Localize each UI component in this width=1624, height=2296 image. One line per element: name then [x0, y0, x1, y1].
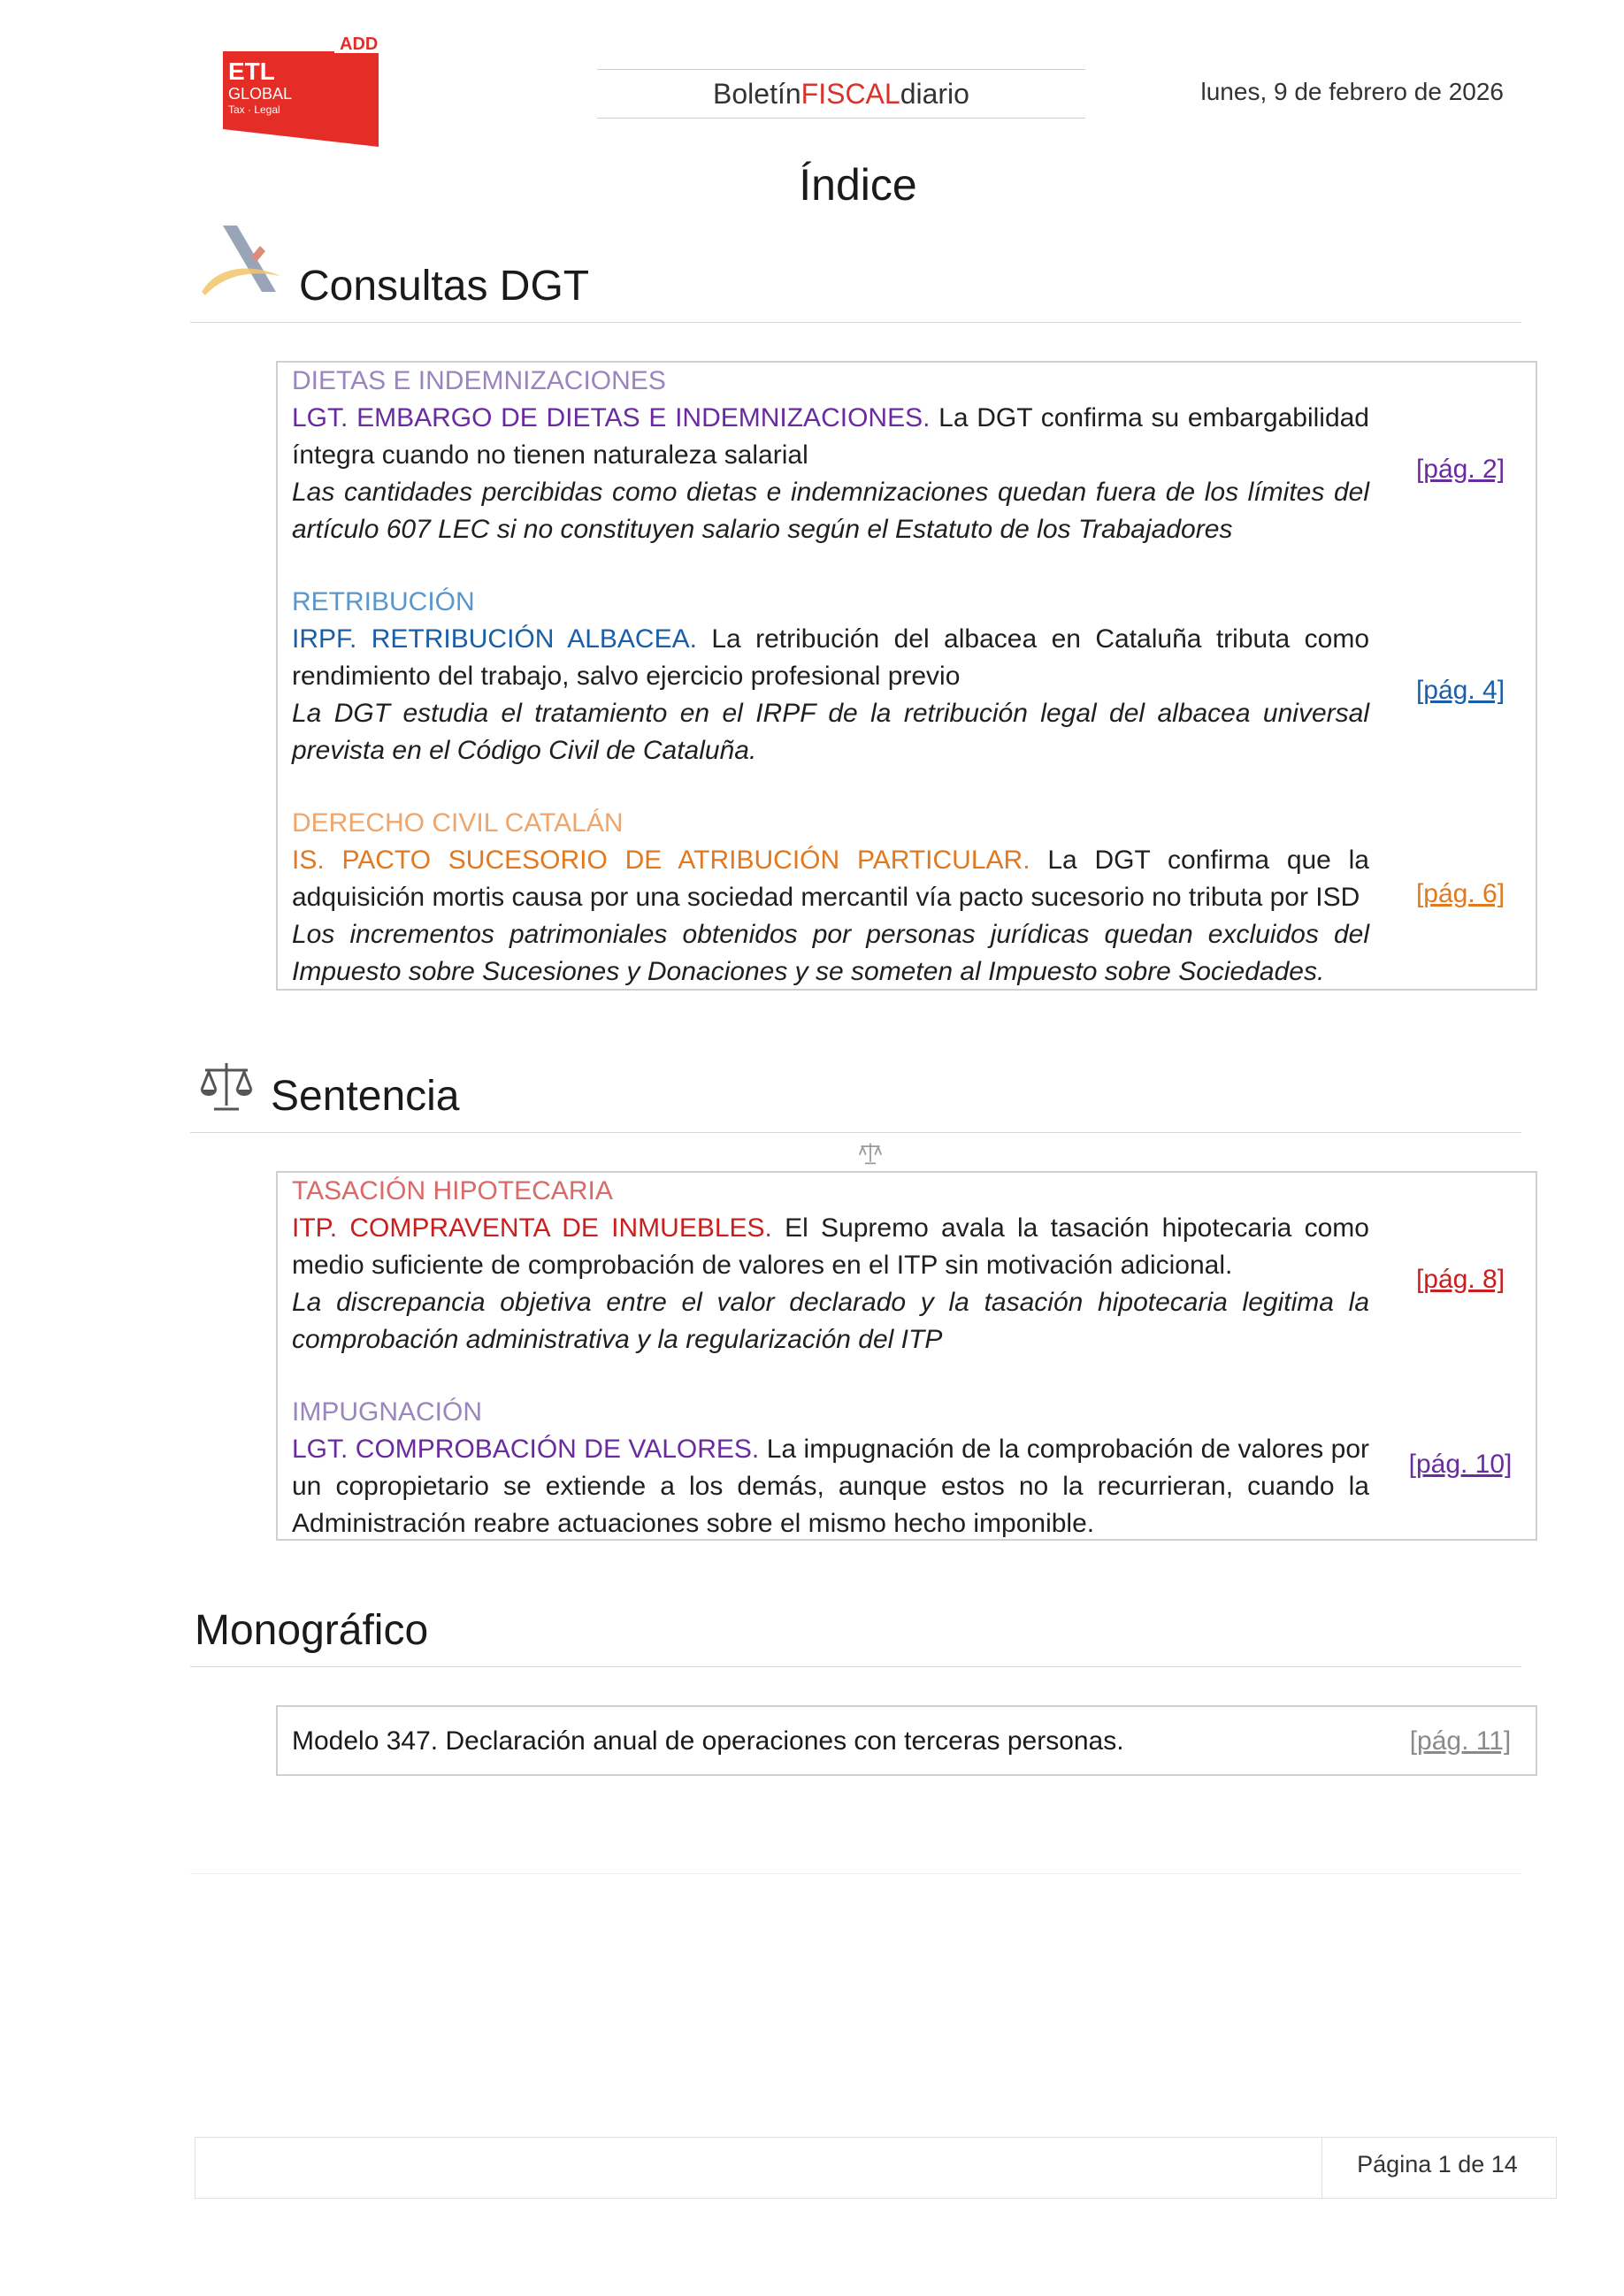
footer-page-number: Página 1 de 14 — [1357, 2151, 1518, 2177]
entry-lead: IS. PACTO SUCESORIO DE ATRIBUCIÓN PARTICULAR. — [292, 846, 1030, 875]
bulletin-title-accent: FISCAL — [801, 77, 900, 110]
divider — [190, 1132, 1521, 1133]
bulletin-title-post: diario — [900, 77, 969, 110]
divider — [190, 322, 1521, 323]
section-title-consultas: Consultas DGT — [299, 263, 590, 310]
entry-text: La DGT confirma su embargabilidad íntegra cuando no tienen naturaleza salarial — [292, 403, 1369, 470]
tax-agency-logo-icon — [196, 221, 285, 302]
consulta-entry-2 — [292, 584, 1369, 769]
monografico-entry: Modelo 347. Declaración anual de operaciones con terceras personas. — [292, 1726, 1124, 1756]
sentencia-entry-2 — [292, 1394, 1369, 1542]
page-link-4[interactable]: [pág. 4] — [1415, 676, 1505, 705]
entry-text: La impugnación de la comprobación de valores por un copropietario se extiende a los demás, aunque estos no la recurrieran, cuando la Administración reabre actuaciones sobre el mismo hecho imponible. — [292, 1435, 1369, 1538]
entry-lead: ITP. COMPRAVENTA DE INMUEBLES. — [292, 1213, 772, 1243]
consulta-entry-1 — [292, 363, 1369, 548]
entry-summary: Las cantidades percibidas como dietas e indemnizaciones quedan fuera de los límites del artículo 607 LEC si no constituyen salario según el Estatuto de los Trabajadores — [292, 478, 1369, 544]
entry-text: La retribución del albacea en Cataluña tributa como rendimiento del trabajo, salvo ejercicio profesional previo — [292, 624, 1369, 691]
entry-category: DIETAS E INDEMNIZACIONES — [292, 366, 666, 395]
entry-summary: La discrepancia objetiva entre el valor declarado y la tasación hipotecaria legitima la comprobación administrativa y la regularización del ITP — [292, 1288, 1369, 1354]
page-link-8[interactable]: [pág. 8] — [1415, 1265, 1505, 1294]
entry-category: RETRIBUCIÓN — [292, 587, 475, 616]
footer-separator — [1321, 2137, 1322, 2199]
header-date: lunes, 9 de febrero de 2026 — [1200, 78, 1504, 105]
entry-summary: Los incrementos patrimoniales obtenidos por personas jurídicas quedan excluidos del Impuesto sobre Sucesiones y Donaciones y se someten al Impuesto sobre Sociedades. — [292, 920, 1369, 986]
page-link-6[interactable]: [pág. 6] — [1415, 879, 1505, 908]
entry-category: DERECHO CIVIL CATALÁN — [292, 808, 624, 838]
entry-category: IMPUGNACIÓN — [292, 1397, 483, 1427]
consulta-entry-3 — [292, 805, 1369, 991]
entry-category: TASACIÓN HIPOTECARIA — [292, 1176, 613, 1205]
page-link-11[interactable]: [pág. 11] — [1409, 1726, 1512, 1756]
section-title-sentencia: Sentencia — [271, 1073, 460, 1120]
svg-text:Tax · Legal: Tax · Legal — [228, 103, 280, 116]
divider — [190, 1666, 1521, 1667]
svg-text:ADD: ADD — [340, 34, 379, 54]
bulletin-title-pre: Boletín — [713, 77, 801, 110]
svg-text:ETL: ETL — [228, 57, 275, 85]
entry-lead: IRPF. RETRIBUCIÓN ALBACEA. — [292, 624, 697, 654]
bulletin-title — [597, 69, 1085, 119]
sentencia-entry-1 — [292, 1173, 1369, 1358]
entry-summary: La DGT estudia el tratamiento en el IRPF de la retribución legal del albacea universal prevista en el Código Civil de Cataluña. — [292, 699, 1369, 765]
divider — [190, 1873, 1521, 1874]
entry-text: La DGT confirma que la adquisición mortis causa por una sociedad mercantil vía pacto sucesorio no tributa por ISD — [292, 846, 1369, 912]
etl-global-logo — [221, 34, 387, 147]
page-link-2[interactable]: [pág. 2] — [1415, 455, 1505, 484]
entry-lead: LGT. EMBARGO DE DIETAS E INDEMNIZACIONES. — [292, 403, 931, 432]
scales-of-justice-icon — [198, 1058, 255, 1114]
page-link-10[interactable]: [pág. 10] — [1408, 1450, 1513, 1479]
small-scales-icon — [858, 1141, 883, 1166]
svg-text:GLOBAL: GLOBAL — [228, 85, 293, 103]
section-title-monografico: Monográfico — [195, 1607, 429, 1654]
index-title: Índice — [799, 160, 917, 210]
entry-lead: LGT. COMPROBACIÓN DE VALORES. — [292, 1435, 760, 1464]
entry-text: El Supremo avala la tasación hipotecaria como medio suficiente de comprobación de valores en el ITP sin motivación adicional. — [292, 1213, 1369, 1280]
